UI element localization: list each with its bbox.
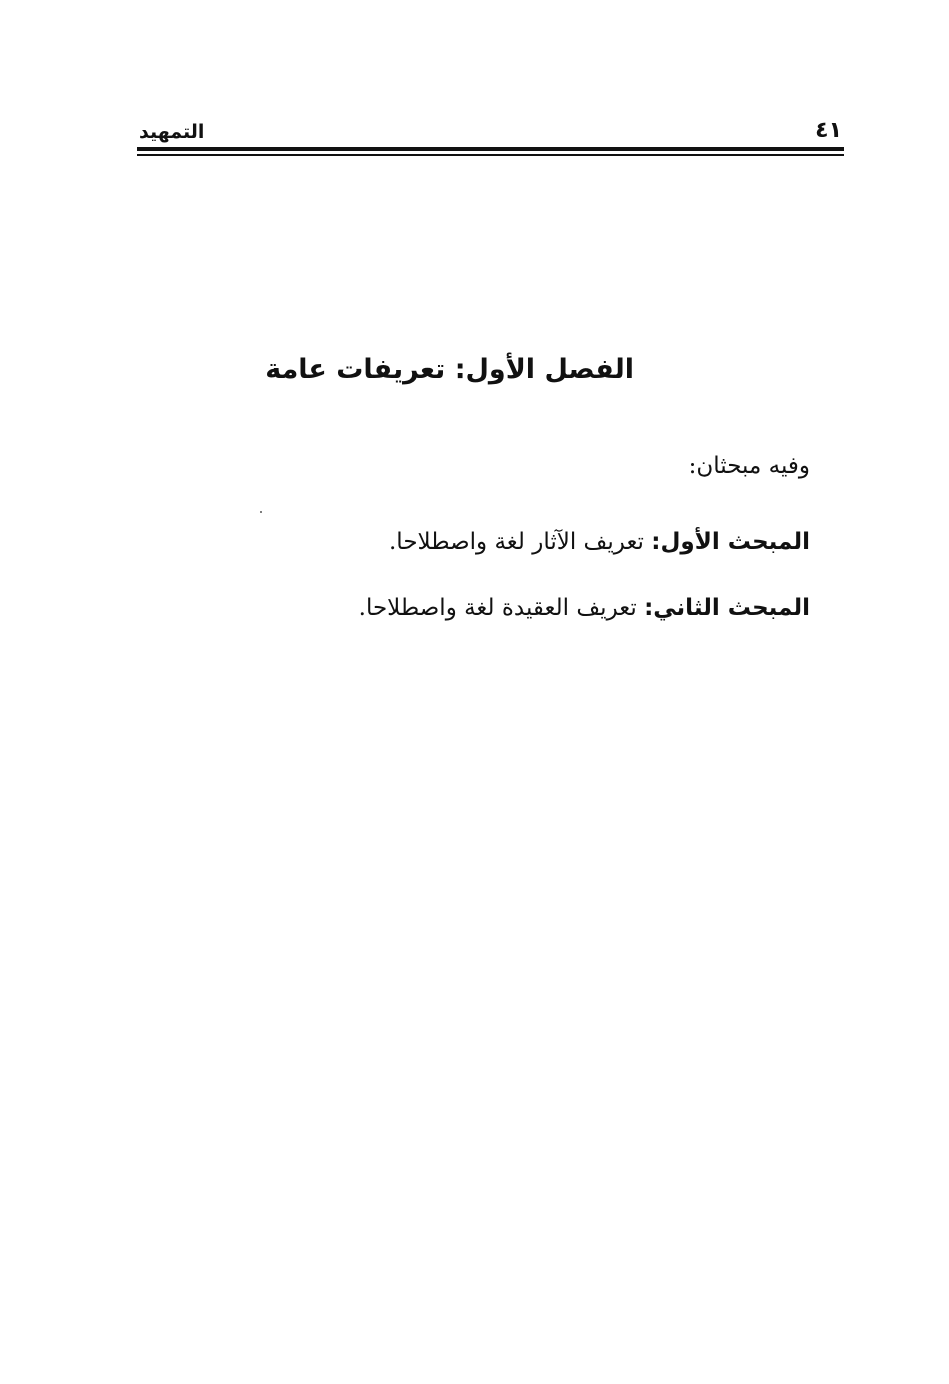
header-rule-thin bbox=[137, 154, 844, 156]
running-section-title: التمهيد bbox=[139, 121, 205, 143]
list-item bbox=[300, 590, 810, 626]
list-item bbox=[300, 524, 810, 560]
item-label: المبحث الثاني: bbox=[644, 595, 810, 621]
page-number: ٤١ bbox=[815, 118, 842, 143]
scan-speck bbox=[260, 511, 262, 513]
intro-line: وفيه مبحثان: bbox=[688, 453, 810, 479]
item-text: تعريف العقيدة لغة واصطلاحا. bbox=[358, 595, 645, 621]
running-header bbox=[137, 116, 844, 146]
chapter-contents bbox=[300, 448, 810, 656]
item-text: تعريف الآثار لغة واصطلاحا. bbox=[389, 529, 652, 555]
header-rule-thick bbox=[137, 147, 844, 151]
item-label: المبحث الأول: bbox=[651, 529, 810, 555]
chapter-heading: الفصل الأول: تعريفات عامة bbox=[265, 354, 634, 385]
